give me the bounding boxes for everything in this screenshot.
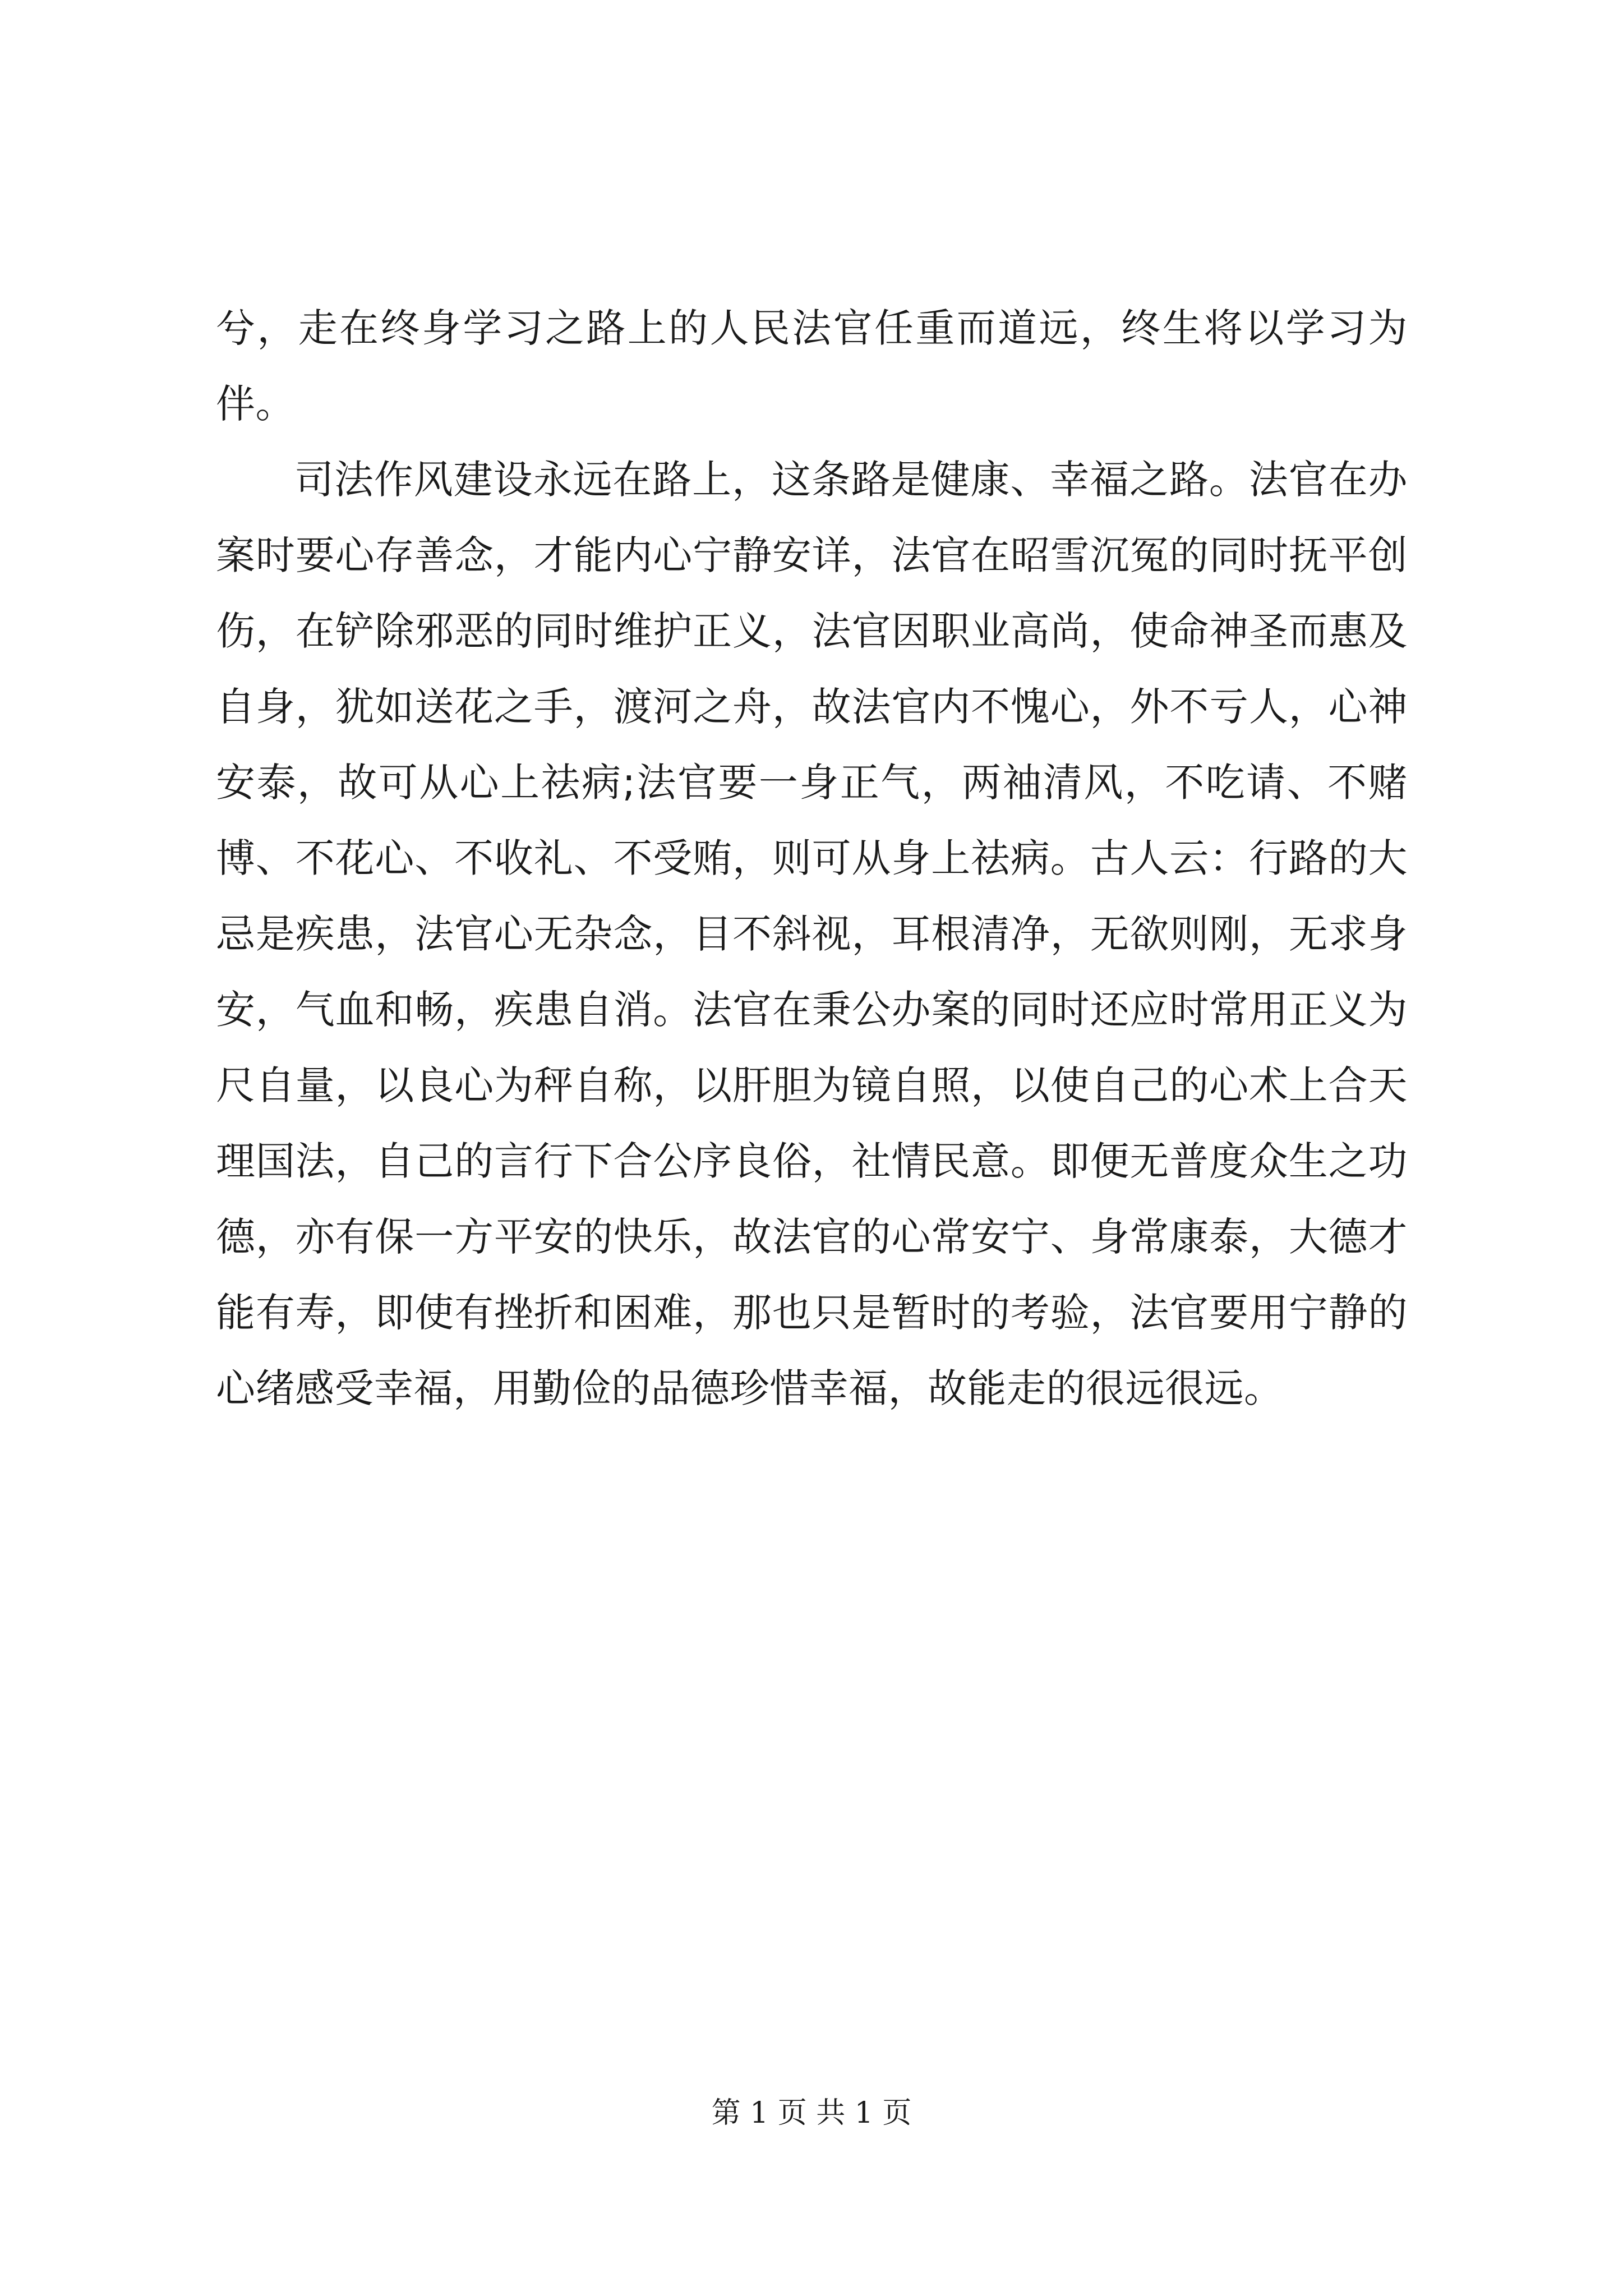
paragraph-judicial-style: 司法作风建设永远在路上，这条路是健康、幸福之路。法官在办案时要心存善念，才能内心宁静安详，法官在昭雪沉冤的同时抚平创伤，在铲除邪恶的同时维护正义，法官因职业高尚，使命神圣而惠及自身，犹如送花之手，渡河之舟，故法官内不愧心，外不亏人，心神安泰，故可从心上祛病;法官要一身正气，两袖清风，不吃请、不赌博、不花心、不收礼、不受贿，则可从身上祛病。古人云：行路的大忌是疾患，法官心无杂念，目不斜视，耳根清净，无欲则刚，无求身安，气血和畅，疾患自消。法官在秉公办案的同时还应时常用正义为尺自量，以良心为秤自称，以肝胆为镜自照，以使自己的心术上合天理国法，自己的言行下合公序良俗，社情民意。即便无普度众生之功德，亦有保一方平安的快乐，故法官的心常安宁、身常康泰，大德才能有寿，即使有挫折和困难，那也只是暂时的考验，法官要用宁静的心绪感受幸福，用勤俭的品德珍惜幸福，故能走的很远很远。 bbox=[216, 457, 1408, 1411]
paragraph-continuation: 兮，走在终身学习之路上的人民法官任重而道远，终生将以学习为伴。 bbox=[216, 305, 1408, 427]
document-body bbox=[216, 291, 1408, 1427]
page-footer: 第 1 页 共 1 页 bbox=[711, 2096, 912, 2130]
